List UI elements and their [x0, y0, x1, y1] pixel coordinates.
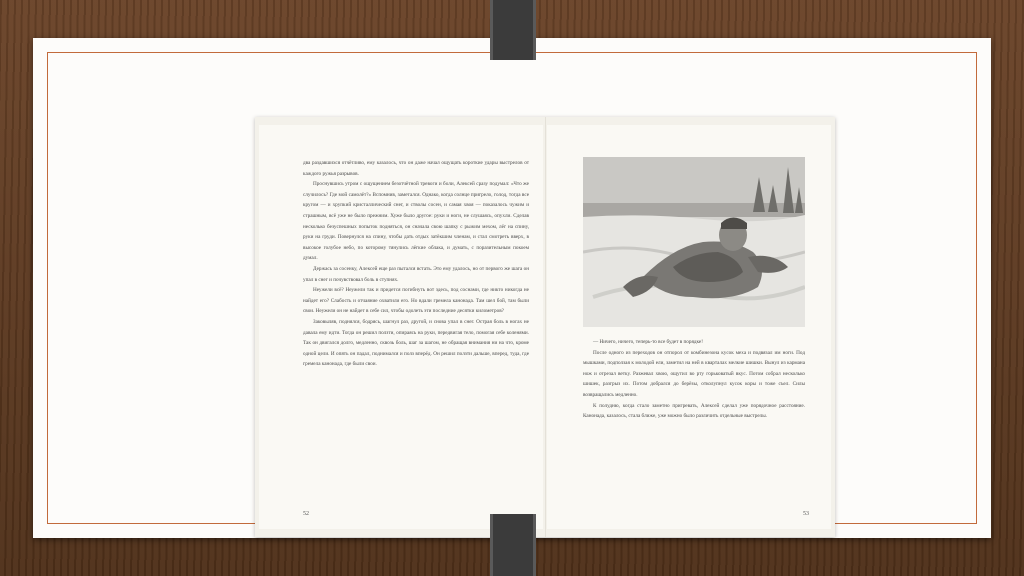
left-page — [259, 125, 543, 529]
paragraph: два раздавшихся отчётливо, ему казалось, что он даже начал ощущать короткие удары выстрелов от каждого ружья разрывов. — [303, 160, 529, 177]
paragraph: После одного из переходов он отпорол от комбинезона кусок меха и подвязал им ноги. Под мышками, подползая к молодой ели, заметил на ней в кварталах мелкие шишки. Вынул из кармана нож и отрезал ветку. Разжевал хвою, ощутил во рту горьковатый вкус. Потом собрал несколько шишек, разгрыз их. Потом добрался до берёзы, отколупнул кусок коры и тоже съел. Силы возвращались медленно. — [583, 349, 805, 398]
right-page — [547, 125, 831, 529]
top-binder-clip — [490, 0, 536, 60]
paragraph: Проснувшись утром с ощущением безотчётной тревоги и боли, Алексей сразу подумал: «Что же случилось? Где мой самолёт?» Вспомнив, заметался. Однако, когда солнце пригрело, голод, тогда все кругом — и хрупкий кристаллический снег, и стволы сосен, и самая хвоя — показалось чужим и страшным, всё уже не было прежним. Хуже было другое: руки и ноги, не слушаясь, опухли. Сделав несколько безуспешных попыток подняться, он сначала свою шапку с рыжим мехом, лёг на спину, руки на груди. Повернулся на спину, чтобы дать отдых затёкшим членам, и стал смотреть вверх, в высокое голубое небо, по которому тянулись лёгкие облака, и думать, с поразительным покоем думал. — [303, 181, 529, 262]
page-number-left: 52 — [303, 511, 309, 517]
paragraph: Заковыляв, поднялся, бодрясь, шагнул раз, другой, и снова упал в снег. Острая боль в ногах не давала ему идти. Тогда он решил ползти, опираясь на руки, передвигая тело, помогая себе коленями. Так он двигался долго, медленно, сквозь боль, шаг за шагом, не обращая внимания ни на что, кроме одной цели. И опять он падал, поднимался и полз вперёд. Он решил ползти дальше, вперед, туда, где гремела канонада, где были свои. — [303, 318, 529, 368]
open-book — [255, 117, 835, 537]
paragraph: К полудню, когда стало заметно пригревать, Алексей сделал уже порядочное расстояние. Канонада, казалось, стала ближе, уже можно было различить отдельные выстрелы. — [583, 402, 805, 420]
right-page-text — [583, 337, 805, 487]
slide — [33, 38, 991, 538]
page-number-right: 53 — [803, 511, 809, 517]
left-page-text — [303, 158, 529, 488]
paragraph: Держась за сосенку, Алексей еще раз пытался встать. Это ему удалось, но от первого же шага он упал в снег и почувствовал боль в ступнях. — [303, 265, 529, 283]
wounded-pilot-illustration — [583, 157, 805, 327]
illustration-drawing — [583, 157, 805, 327]
bottom-binder-clip — [490, 514, 536, 576]
paragraph: Неужели всё? Неужели так и придется погибнуть вот здесь, под соснами, где никто никогда не найдет его? Слабость и отчаяние охватили его. Но вдали гремела канонада. Там шел бой, там были свои. Неужели он не найдет в себе сил, чтобы одолеть эти последние десятки километров? — [303, 287, 529, 315]
paragraph: — Ничего, ничего, теперь-то все будет в порядке! — [593, 339, 703, 345]
book-gutter — [545, 117, 546, 537]
